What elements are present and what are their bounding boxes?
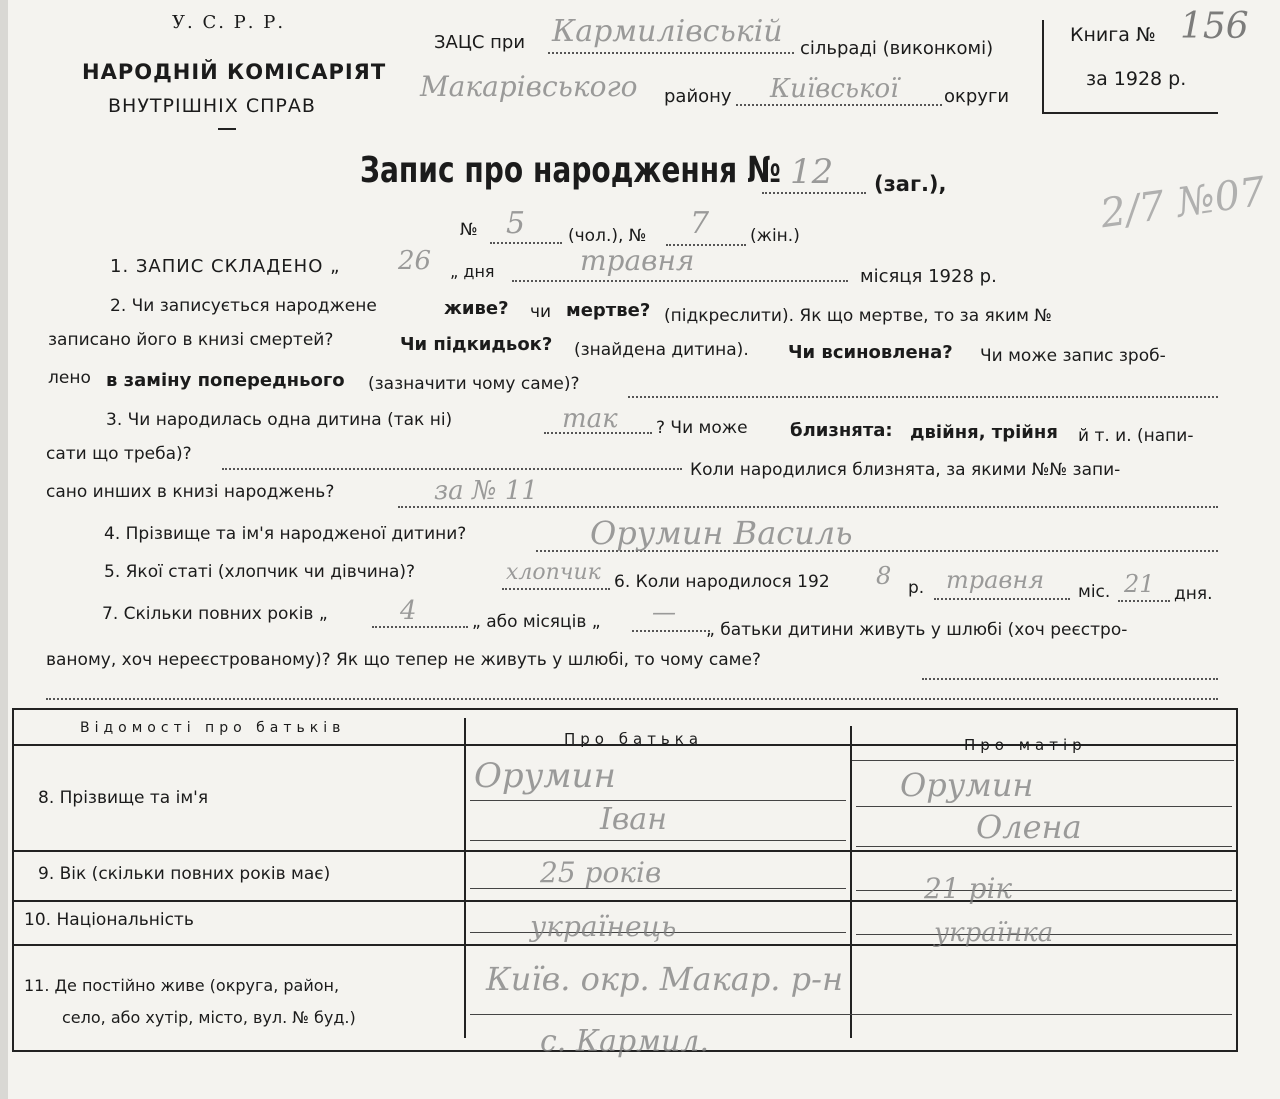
item6-month-hand: травня bbox=[946, 566, 1045, 594]
item3-twins-q: ? Чи може bbox=[656, 418, 748, 438]
okruga-name-hand: Київської bbox=[770, 74, 899, 104]
row-divider-9 bbox=[12, 900, 1236, 902]
item5-line bbox=[502, 588, 610, 590]
item2-line2a: записано його в книзі смертей? bbox=[48, 330, 334, 350]
book-box-bottom-rule bbox=[1042, 112, 1218, 114]
row9-label: 9. Вік (скільки повних років має) bbox=[38, 864, 331, 884]
col-divider-1 bbox=[464, 718, 466, 1038]
item1-year-label: місяця 1928 р. bbox=[860, 266, 997, 287]
item7-label: 7. Скільки повних років „ bbox=[102, 604, 328, 624]
item7-extra-line bbox=[46, 698, 1218, 700]
item7-years-line bbox=[372, 626, 468, 628]
row8-mother-line1 bbox=[856, 806, 1232, 807]
item1-day-hand: 26 bbox=[398, 246, 432, 276]
ministry-label: ВНУТРІШНІХ СПРАВ bbox=[108, 95, 316, 117]
okruga-label: округи bbox=[944, 86, 1010, 107]
col-info-header: Відомості про батьків bbox=[80, 720, 346, 736]
row8-mother-line2 bbox=[856, 846, 1232, 847]
mother-name-hand: Олена bbox=[976, 808, 1082, 846]
row8-label: 8. Прізвище та ім'я bbox=[38, 788, 209, 808]
item6-year-label: р. bbox=[908, 578, 925, 598]
item7-years-hand: 4 bbox=[400, 596, 417, 626]
row8-father-line2 bbox=[470, 840, 846, 841]
item2-reason-line bbox=[628, 396, 1218, 398]
item3-label: 3. Чи народилась одна дитина (так ні) bbox=[106, 410, 453, 430]
col-mother-header: Про матір bbox=[964, 736, 1087, 754]
item3-line3a: сано инших в книзі народжень? bbox=[46, 482, 335, 502]
book-box-left-rule bbox=[1042, 20, 1044, 114]
margin-note-hand: 2/7 №07 bbox=[1097, 168, 1269, 238]
item3-write-line bbox=[222, 468, 682, 470]
father-nat-hand: українець bbox=[530, 910, 677, 943]
number-sign: № bbox=[460, 220, 478, 240]
item6-day-label: дня. bbox=[1174, 584, 1213, 604]
item2-underline-text: (підкреслити). Як що мертве, то за яким № bbox=[664, 306, 1052, 326]
col-divider-2 bbox=[850, 726, 852, 1038]
item7-months-line bbox=[632, 630, 710, 632]
zhin-label: (жін.) bbox=[750, 226, 800, 246]
chol-label: (чол.), № bbox=[568, 226, 647, 246]
record-number-hand: 12 bbox=[790, 152, 834, 192]
scan-edge bbox=[0, 0, 8, 1099]
mother-surname-hand: Орумин bbox=[900, 766, 1034, 804]
row10-label: 10. Національність bbox=[24, 910, 194, 930]
item2-line3a: лено bbox=[48, 368, 91, 388]
mother-header-rule bbox=[852, 760, 1234, 761]
item3-double-triple: двійня, трійня bbox=[910, 422, 1058, 443]
row11-line1 bbox=[470, 1014, 1232, 1015]
mother-age-hand: 21 рік bbox=[924, 872, 1013, 905]
record-zag: (заг.), bbox=[874, 172, 947, 196]
item3-twins: близнята: bbox=[790, 420, 893, 441]
address-hand-1: Київ. окр. Макар. р-н bbox=[486, 960, 844, 998]
book-label: Книга № bbox=[1070, 24, 1156, 46]
item7-line2: ваному, хоч нереєстрованому)? Як що тепер не живуть у шлюбі, то чому саме? bbox=[46, 650, 761, 670]
item1-day-label: „ дня bbox=[450, 262, 495, 281]
chol-number-hand: 5 bbox=[506, 206, 526, 241]
item1-label: 1. ЗАПИС СКЛАДЕНО „ bbox=[110, 256, 341, 277]
item1-month-line bbox=[512, 280, 848, 282]
row-divider-8 bbox=[12, 850, 1236, 852]
item5-label: 5. Якої статі (хлопчик чи дівчина)? bbox=[104, 562, 416, 582]
item2-foundling: Чи підкидьок? bbox=[400, 334, 553, 355]
item4-hand: Орумин Василь bbox=[590, 514, 853, 552]
item2-line2c: Чи може запис зроб- bbox=[980, 346, 1166, 366]
item1-month-hand: травня bbox=[580, 244, 695, 277]
item7-months-label: „ або місяців „ bbox=[472, 612, 601, 632]
father-age-hand: 25 років bbox=[540, 856, 662, 889]
zacs-label: ЗАЦС при bbox=[434, 32, 526, 53]
item6-day-line bbox=[1118, 600, 1170, 602]
item4-label: 4. Прізвище та ім'я народженої дитини? bbox=[104, 524, 467, 544]
item2-or: чи bbox=[530, 302, 552, 322]
mother-nat-hand: українка bbox=[934, 918, 1054, 948]
item6-month-line bbox=[934, 598, 1070, 600]
col-father-header: Про батька bbox=[564, 730, 704, 748]
raion-name-hand: Макарівського bbox=[420, 70, 638, 103]
silrada-label: сільраді (виконкомі) bbox=[800, 38, 994, 59]
item7-reason-line bbox=[922, 678, 1218, 680]
item2-line2b: (знайдена дитина). bbox=[574, 340, 749, 360]
item7-line1c: „ батьки дитини живуть у шлюбі (хоч реєстро- bbox=[706, 620, 1128, 640]
commissariat-label: НАРОДНІЙ КОМІСАРІЯТ bbox=[82, 60, 387, 84]
item2-adopted: Чи всиновлена? bbox=[788, 342, 953, 363]
item3-line2b: Коли народилися близнята, за якими №№ запи- bbox=[690, 460, 1121, 480]
raion-label: району bbox=[664, 86, 732, 107]
book-year: за 1928 р. bbox=[1086, 68, 1187, 90]
item5-hand: хлопчик bbox=[506, 560, 601, 585]
address-hand-2: с. Кармил. bbox=[540, 1024, 710, 1059]
father-surname-hand: Орумин bbox=[474, 756, 616, 796]
item6-day-hand: 21 bbox=[1124, 570, 1155, 598]
item3-twins-line bbox=[398, 506, 1218, 508]
item2-dead: мертве? bbox=[566, 300, 651, 321]
father-name-hand: Іван bbox=[600, 802, 667, 837]
item2-line3b: (зазначити чому саме)? bbox=[368, 374, 580, 394]
item2-replacement: в заміну попереднього bbox=[106, 370, 345, 391]
chol-number-line bbox=[490, 242, 562, 244]
okruga-field-line bbox=[736, 104, 942, 106]
zhin-number-hand: 7 bbox=[690, 206, 710, 241]
item3-answer-hand: так bbox=[562, 404, 618, 434]
item3-twins-hand: за № 11 bbox=[434, 476, 538, 506]
row8-father-line1 bbox=[470, 800, 846, 801]
item6-label: 6. Коли народилося 192 bbox=[614, 572, 830, 592]
book-number-hand: 156 bbox=[1180, 6, 1249, 47]
item3-line2a: сати що треба)? bbox=[46, 444, 192, 464]
item6-month-label: міс. bbox=[1078, 582, 1111, 602]
item2-label: 2. Чи записується народжене bbox=[110, 296, 377, 316]
zacs-village-hand: Кармилівській bbox=[552, 14, 783, 49]
row11-label-a: 11. Де постійно живе (округа, район, bbox=[24, 976, 340, 995]
record-title: Запис про народження № bbox=[360, 150, 781, 191]
zacs-field-line bbox=[548, 52, 794, 54]
republic-label: У. С. Р. Р. bbox=[172, 12, 286, 33]
item3-line1c: й т. и. (напи- bbox=[1078, 426, 1194, 446]
item2-alive: живе? bbox=[444, 298, 509, 319]
header-dash bbox=[218, 128, 236, 130]
item6-year-hand: 8 bbox=[876, 562, 892, 590]
item7-months-hand: — bbox=[652, 598, 676, 626]
row9-mother-line bbox=[856, 890, 1232, 891]
row11-label-b: село, або хутір, місто, вул. № буд.) bbox=[62, 1008, 356, 1027]
record-number-line bbox=[762, 192, 866, 194]
